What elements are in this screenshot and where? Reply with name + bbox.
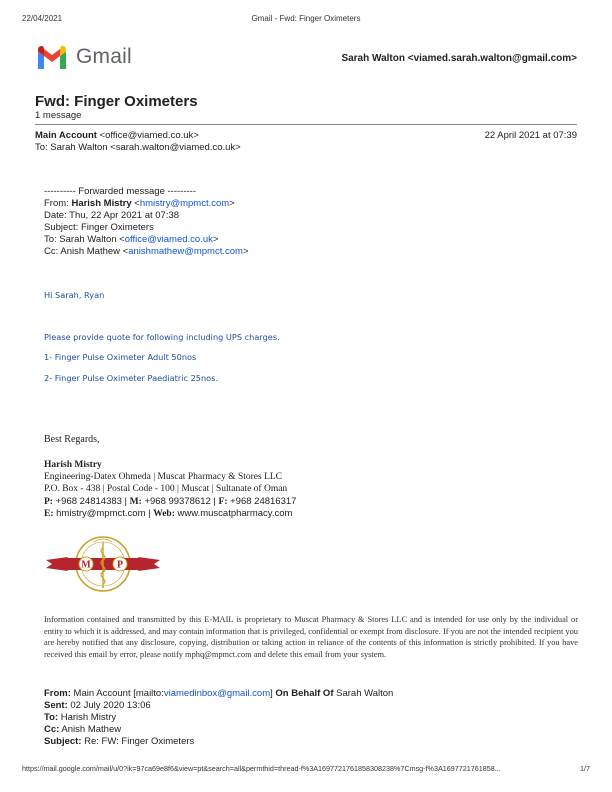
from-label: From: — [44, 198, 72, 209]
original-from — [44, 688, 393, 700]
gmail-m-icon — [36, 45, 68, 69]
sender-email: <office@viamed.co.uk> — [99, 130, 199, 141]
original-subject — [44, 736, 194, 748]
forwarded-subject: Subject: Finger Oximeters — [44, 222, 154, 233]
cc-close: > — [242, 246, 249, 257]
orig-from-value: Main Account [mailto: — [70, 688, 164, 699]
from-name: Harish Mistry — [71, 198, 132, 209]
web-label: Web: — [153, 509, 175, 519]
signature-company: Engineering-Datex Ohmeda | Muscat Pharmacy & Stores LLC — [44, 472, 283, 482]
email-label: E: — [44, 509, 54, 519]
mobile-label: M: — [129, 497, 142, 507]
gmail-logo[interactable] — [36, 44, 132, 70]
phone-label: P: — [44, 497, 53, 507]
orig-behalf-value: Sarah Walton — [333, 688, 394, 699]
forwarded-date: Date: Thu, 22 Apr 2021 at 07:38 — [44, 210, 180, 221]
orig-behalf-label: On Behalf Of — [275, 688, 334, 699]
body-request: Please provide quote for following including UPS charges. — [44, 332, 280, 342]
print-url: https://mail.google.com/mail/u/0?ik=97ca69e8f6&view=pt&search=all&permthid=thread-f%3A1697721761858308238%7Cmsg-f%3A1697721761858... — [22, 764, 501, 773]
gmail-wordmark: Gmail — [76, 45, 132, 68]
orig-subject-value: Re: FW: Finger Oximeters — [81, 736, 195, 747]
svg-text:P: P — [116, 559, 124, 571]
to-label: To: Sarah Walton < — [44, 234, 125, 245]
orig-sent-label: Sent: — [44, 700, 68, 711]
print-title: Gmail - Fwd: Finger Oximeters — [251, 14, 361, 23]
fax-value: +968 24816317 — [227, 496, 297, 507]
account-email: Sarah Walton <viamed.sarah.walton@gmail.com> — [341, 53, 577, 64]
orig-subject-label: Subject: — [44, 736, 82, 747]
signature-contact — [44, 508, 292, 521]
phone-value: +968 24814383 | — [52, 496, 130, 507]
cc-email-link[interactable]: anishmathew@mpmct.com — [128, 246, 243, 257]
to-email-link[interactable]: office@viamed.co.uk — [124, 234, 213, 245]
print-header — [22, 14, 590, 26]
thread-subject: Fwd: Finger Oximeters — [35, 93, 198, 110]
forwarded-cc — [44, 246, 249, 258]
recipient-line: To: Sarah Walton <sarah.walton@viamed.co.uk> — [35, 142, 241, 153]
orig-to-label: To: — [44, 712, 59, 723]
page-number: 1/7 — [580, 764, 590, 773]
email-disclaimer: Information contained and transmitted by this E-MAIL is proprietary to Muscat Pharmacy & Stores LLC and is intended for use only by the individual or entity to which it is addressed, and may contain information that is privileged, confidential or exempt from disclosure. If you are not the intended recipient you are hereby notified that any disclosure, copying, distribution or taking action in reliance of the contents of this information is strictly prohibited. If you have received this email by error, please notify mphq@mpmct.com and delete this email from your system. — [44, 615, 578, 659]
fax-label: F: — [218, 497, 228, 507]
print-footer — [22, 764, 590, 776]
sender-name: Main Account — [35, 130, 97, 141]
original-to — [44, 712, 116, 724]
orig-cc-label: Cc: — [44, 724, 60, 735]
signature-address: P.O. Box - 438 | Postal Code - 100 | Muscat | Sultanate of Oman — [44, 484, 288, 494]
original-cc — [44, 724, 121, 736]
message-count: 1 message — [35, 110, 82, 121]
orig-from-label: From: — [44, 688, 71, 699]
header-divider — [35, 124, 577, 125]
signature-phones — [44, 496, 296, 509]
orig-cc-value: Anish Mathew — [59, 724, 122, 735]
cc-label: Cc: Anish Mathew < — [44, 246, 129, 257]
muscat-pharmacy-logo — [44, 530, 162, 600]
orig-sent-value: 02 July 2020 13:06 — [67, 700, 151, 711]
forwarded-header: ---------- Forwarded message --------- — [44, 186, 196, 197]
body-item-2: 2- Finger Pulse Oximeter Paediatric 25nos. — [44, 373, 219, 383]
to-close: > — [212, 234, 219, 245]
orig-from-close: ] — [270, 688, 276, 699]
mobile-value: +968 99378612 | — [141, 496, 219, 507]
email-value: hmistry@mpmct.com | — [53, 508, 154, 519]
signature-name: Harish Mistry — [44, 460, 102, 470]
from-close: > — [229, 198, 235, 209]
forwarded-from — [44, 198, 235, 210]
from-email-link[interactable]: hmistry@mpmct.com — [139, 198, 230, 209]
sender-line — [35, 130, 199, 141]
orig-from-link[interactable]: viamedinbox@gmail.com — [163, 688, 271, 699]
body-greeting: Hi Sarah, Ryan — [44, 290, 105, 300]
original-sent — [44, 700, 151, 712]
forwarded-to — [44, 234, 218, 246]
web-value: www.muscatpharmacy.com — [174, 508, 293, 519]
orig-to-value: Harish Mistry — [58, 712, 117, 723]
message-date: 22 April 2021 at 07:39 — [484, 130, 577, 141]
print-date: 22/04/2021 — [22, 14, 63, 23]
regards: Best Regards, — [44, 434, 100, 445]
body-item-1: 1- Finger Pulse Oximeter Adult 50nos — [44, 352, 197, 362]
svg-text:M: M — [81, 559, 91, 571]
from-open: < — [131, 198, 140, 209]
